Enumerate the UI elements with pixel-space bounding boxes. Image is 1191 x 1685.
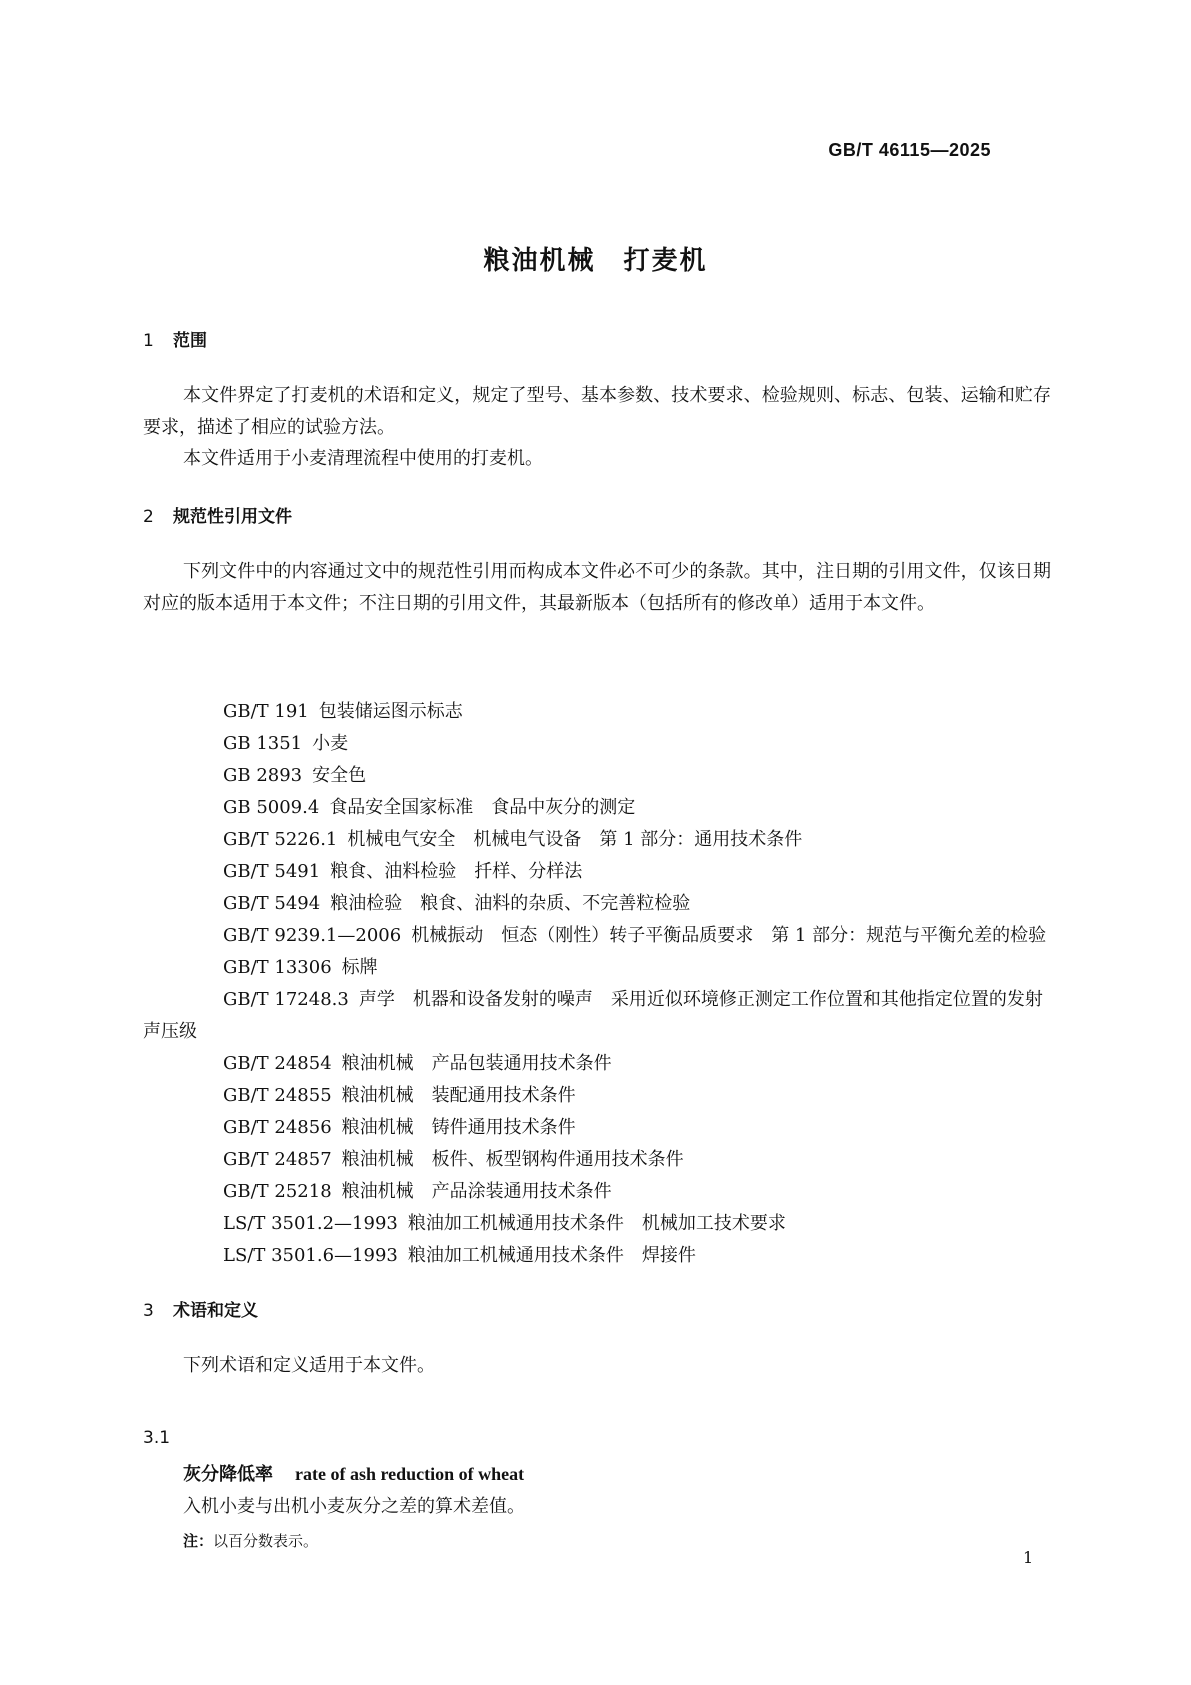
section-1-title: 范围 bbox=[173, 331, 207, 351]
reference-item: GB 5009.4 食品安全国家标准 食品中灰分的测定 bbox=[223, 797, 636, 818]
standard-code: GB/T 46115—2025 bbox=[828, 140, 991, 160]
section-1-number: 1 bbox=[143, 331, 154, 351]
reference-item: GB 2893 安全色 bbox=[223, 765, 367, 786]
term-number: 3.1 bbox=[143, 1428, 171, 1448]
reference-item: GB/T 5494 粮油检验 粮食、油料的杂质、不完善粒检验 bbox=[223, 893, 691, 914]
section-3-heading bbox=[143, 1296, 258, 1321]
reference-item: GB/T 25218 粮油机械 产品涂装通用技术条件 bbox=[223, 1181, 612, 1202]
term-name bbox=[183, 1460, 524, 1486]
reference-item: GB/T 17248.3 声学 机器和设备发射的噪声 采用近似环境修正测定工作位置和其他指定位置的发射声压级 bbox=[143, 989, 1043, 1042]
section-3-intro: 下列术语和定义适用于本文件。 bbox=[183, 1355, 435, 1376]
reference-item: GB/T 13306 标牌 bbox=[223, 957, 378, 978]
term-definition: 入机小麦与出机小麦灰分之差的算术差值。 bbox=[183, 1496, 525, 1517]
term-name-zh: 灰分降低率 bbox=[183, 1464, 273, 1485]
reference-item: GB/T 191 包装储运图示标志 bbox=[223, 701, 463, 722]
reference-item: GB/T 24857 粮油机械 板件、板型钢构件通用技术条件 bbox=[223, 1149, 684, 1170]
note-label: 注： bbox=[183, 1532, 214, 1550]
reference-item: GB/T 24855 粮油机械 装配通用技术条件 bbox=[223, 1085, 576, 1106]
document-title: 粮油机械 打麦机 bbox=[483, 246, 708, 276]
section-2-number: 2 bbox=[143, 507, 154, 527]
normative-reference-list bbox=[143, 696, 1051, 1272]
page-number: 1 bbox=[1023, 1548, 1034, 1567]
term-name-en: rate of ash reduction of wheat bbox=[295, 1464, 525, 1484]
reference-item: GB 1351 小麦 bbox=[223, 733, 349, 754]
section-1-heading bbox=[143, 326, 207, 351]
section-3-number: 3 bbox=[143, 1301, 154, 1321]
reference-item: GB/T 24856 粮油机械 铸件通用技术条件 bbox=[223, 1117, 576, 1138]
note-text: 以百分数表示。 bbox=[213, 1532, 319, 1550]
reference-item: LS/T 3501.6—1993 粮油加工机械通用技术条件 焊接件 bbox=[223, 1245, 696, 1266]
section-1-paragraph-1: 本文件界定了打麦机的术语和定义，规定了型号、基本参数、技术要求、检验规则、标志、包装、运输和贮存要求，描述了相应的试验方法。 bbox=[143, 385, 1051, 438]
section-2-title: 规范性引用文件 bbox=[173, 507, 292, 527]
reference-item: LS/T 3501.2—1993 粮油加工机械通用技术条件 机械加工技术要求 bbox=[223, 1213, 786, 1234]
section-2-heading bbox=[143, 502, 292, 527]
section-3-title: 术语和定义 bbox=[173, 1301, 258, 1321]
reference-item: GB/T 9239.1—2006 机械振动 恒态（刚性）转子平衡品质要求 第 1 部分：规范与平衡允差的检验 bbox=[223, 925, 1047, 946]
reference-item: GB/T 24854 粮油机械 产品包装通用技术条件 bbox=[223, 1053, 612, 1074]
section-1-paragraph-2: 本文件适用于小麦清理流程中使用的打麦机。 bbox=[183, 448, 543, 469]
term-note bbox=[183, 1530, 318, 1551]
reference-item: GB/T 5491 粮食、油料检验 扦样、分样法 bbox=[223, 861, 583, 882]
reference-item: GB/T 5226.1 机械电气安全 机械电气设备 第 1 部分：通用技术条件 bbox=[223, 829, 803, 850]
section-2-intro: 下列文件中的内容通过文中的规范性引用而构成本文件必不可少的条款。其中，注日期的引用文件，仅该日期对应的版本适用于本文件；不注日期的引用文件，其最新版本（包括所有的修改单）适用于本文件。 bbox=[143, 561, 1051, 614]
